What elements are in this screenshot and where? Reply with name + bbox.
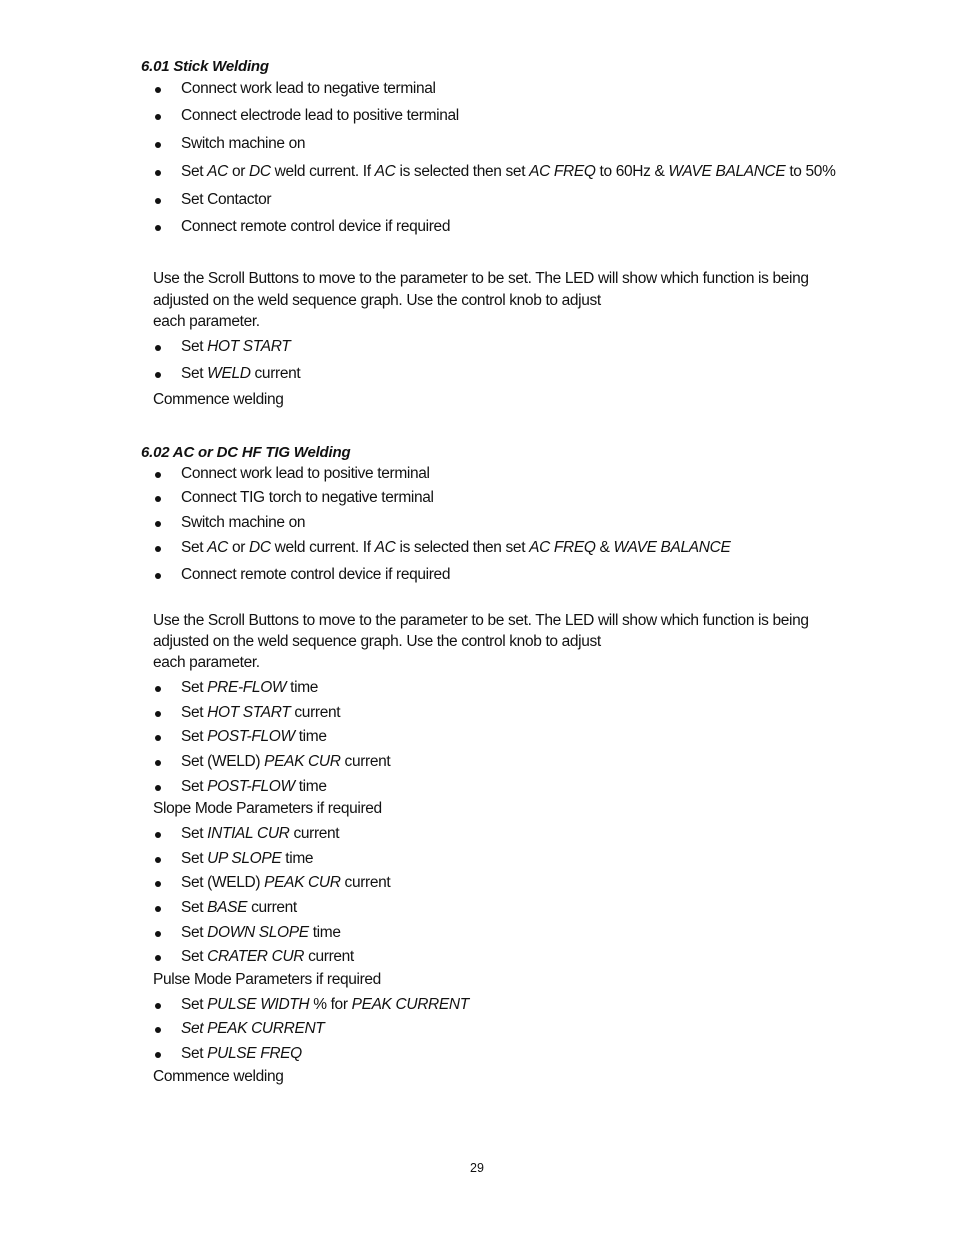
slope-mode-label: Slope Mode Parameters if required xyxy=(153,800,382,817)
bullet xyxy=(155,142,161,148)
bullet xyxy=(155,735,161,741)
list-item: Set (WELD) PEAK CUR current xyxy=(181,874,391,891)
list-item: Set BASE current xyxy=(181,899,297,916)
bullet xyxy=(155,372,161,378)
bullet xyxy=(155,472,161,478)
page-number: 29 xyxy=(470,1161,484,1175)
bullet xyxy=(155,711,161,717)
list-item: Set Contactor xyxy=(181,191,272,208)
list-item: Set POST-FLOW time xyxy=(181,778,327,795)
list-item: Connect work lead to negative terminal xyxy=(181,80,436,97)
bullet xyxy=(155,496,161,502)
bullet xyxy=(155,1027,161,1033)
bullet xyxy=(155,760,161,766)
list-item: Set DOWN SLOPE time xyxy=(181,924,341,941)
section-heading-tig-welding: 6.02 AC or DC HF TIG Welding xyxy=(141,444,351,461)
list-item: Set HOT START current xyxy=(181,704,341,721)
bullet xyxy=(155,857,161,863)
list-item: Set PULSE WIDTH % for PEAK CURRENT xyxy=(181,996,469,1013)
pulse-mode-label: Pulse Mode Parameters if required xyxy=(153,971,381,988)
list-item: Set PULSE FREQ xyxy=(181,1045,302,1062)
paragraph-line: adjusted on the weld sequence graph. Use the control knob to adjust xyxy=(153,292,601,309)
list-item: Set INTIAL CUR current xyxy=(181,825,340,842)
paragraph-line: each parameter. xyxy=(153,654,260,671)
bullet xyxy=(155,573,161,579)
list-item: Connect work lead to positive terminal xyxy=(181,465,430,482)
bullet xyxy=(155,931,161,937)
paragraph-line: each parameter. xyxy=(153,313,260,330)
list-item: Connect electrode lead to positive terminal xyxy=(181,107,459,124)
paragraph-line: Use the Scroll Buttons to move to the parameter to be set. The LED will show which function is being xyxy=(153,612,809,629)
bullet xyxy=(155,114,161,120)
bullet xyxy=(155,881,161,887)
list-item: Set AC or DC weld current. If AC is selected then set AC FREQ to 60Hz & WAVE BALANCE to 50% xyxy=(181,163,836,180)
bullet xyxy=(155,1003,161,1009)
bullet xyxy=(155,87,161,93)
list-item: Switch machine on xyxy=(181,135,306,152)
list-item: Set AC or DC weld current. If AC is selected then set AC FREQ & WAVE BALANCE xyxy=(181,539,731,556)
paragraph-line: adjusted on the weld sequence graph. Use the control knob to adjust xyxy=(153,633,601,650)
list-item: Set UP SLOPE time xyxy=(181,850,314,867)
list-item: Set HOT START xyxy=(181,338,291,355)
list-item: Switch machine on xyxy=(181,514,306,531)
list-item: Connect remote control device if required xyxy=(181,218,451,235)
list-item: Connect TIG torch to negative terminal xyxy=(181,489,434,506)
list-item: Set CRATER CUR current xyxy=(181,948,354,965)
section-heading-stick-welding: 6.01 Stick Welding xyxy=(141,58,269,75)
bullet xyxy=(155,785,161,791)
bullet xyxy=(155,198,161,204)
bullet xyxy=(155,170,161,176)
bullet xyxy=(155,906,161,912)
bullet xyxy=(155,832,161,838)
bullet xyxy=(155,686,161,692)
bullet xyxy=(155,345,161,351)
paragraph-line: Use the Scroll Buttons to move to the parameter to be set. The LED will show which function is being xyxy=(153,270,809,287)
bullet xyxy=(155,521,161,527)
bullet xyxy=(155,546,161,552)
bullet xyxy=(155,225,161,231)
list-item: Set POST-FLOW time xyxy=(181,728,327,745)
bullet xyxy=(155,955,161,961)
list-item: Connect remote control device if required xyxy=(181,566,451,583)
list-item: Set (WELD) PEAK CUR current xyxy=(181,753,391,770)
commence-welding-text: Commence welding xyxy=(153,391,284,408)
list-item: Set PEAK CURRENT xyxy=(181,1020,325,1037)
list-item: Set WELD current xyxy=(181,365,301,382)
bullet xyxy=(155,1052,161,1058)
list-item: Set PRE-FLOW time xyxy=(181,679,319,696)
commence-welding-text: Commence welding xyxy=(153,1068,284,1085)
